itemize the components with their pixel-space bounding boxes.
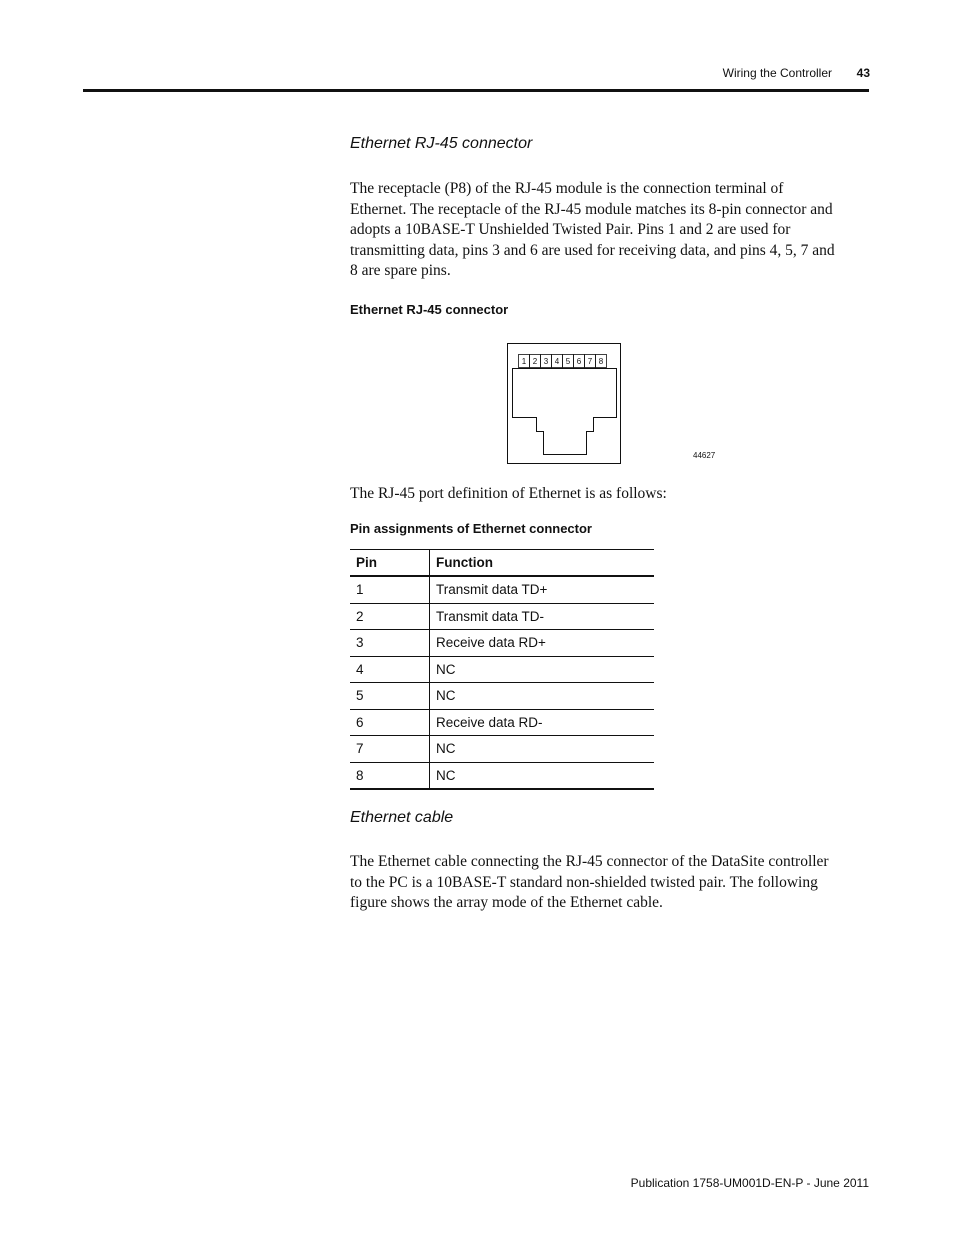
paragraph-line: Ethernet. The receptacle of the RJ-45 module matches its 8-pin connector and [350, 200, 833, 218]
pin-assignment-table [350, 549, 654, 790]
pin-cell: 5 [350, 683, 430, 710]
table-row [350, 709, 654, 736]
pin-cell: 1 [350, 576, 430, 603]
function-cell: Receive data RD- [430, 709, 655, 736]
rj45-connector-diagram [507, 343, 621, 464]
function-cell: Transmit data TD- [430, 603, 655, 630]
table-header-row [350, 550, 654, 577]
running-header-title: Wiring the Controller [722, 66, 832, 80]
function-cell: NC [430, 683, 655, 710]
pin-number-label: 3 [543, 357, 549, 366]
column-header-pin: Pin [350, 550, 430, 577]
pin-number-label: 8 [598, 357, 604, 366]
page-number: 43 [856, 66, 870, 80]
paragraph-line: 8 are spare pins. [350, 262, 451, 279]
pin-cell: 6 [350, 709, 430, 736]
pin-cell: 4 [350, 656, 430, 683]
paragraph-line: transmitting data, pins 3 and 6 are used for receiving data, and pins 4, 5, 7 and [350, 241, 835, 259]
figure-id: 44627 [693, 451, 716, 460]
pin-cell: 8 [350, 762, 430, 789]
function-cell: NC [430, 736, 655, 763]
pin-cell: 7 [350, 736, 430, 763]
table-row [350, 762, 654, 789]
rj45-paragraph [350, 179, 870, 282]
paragraph-line: to the PC is a 10BASE-T standard non-shielded twisted pair. The following [350, 873, 818, 891]
table-row [350, 630, 654, 657]
paragraph-line: adopts a 10BASE-T Unshielded Twisted Pair. Pins 1 and 2 are used for [350, 221, 791, 238]
pin-number-label: 1 [521, 357, 527, 366]
pin-cell: 2 [350, 603, 430, 630]
table-row [350, 736, 654, 763]
paragraph-line: figure shows the array mode of the Ethernet cable. [350, 894, 663, 911]
table-row [350, 683, 654, 710]
function-cell: NC [430, 762, 655, 789]
pin-number-label: 7 [587, 357, 593, 366]
pin-number-label: 6 [576, 357, 582, 366]
header-rule [83, 89, 869, 92]
table-row [350, 656, 654, 683]
figure-caption: Ethernet RJ-45 connector [350, 302, 509, 317]
pin-number-label: 5 [565, 357, 571, 366]
ethernet-cable-paragraph [350, 852, 870, 914]
function-cell: Transmit data TD+ [430, 576, 655, 603]
table-caption: Pin assignments of Ethernet connector [350, 521, 592, 536]
pin-number-label: 4 [554, 357, 560, 366]
function-cell: NC [430, 656, 655, 683]
section-heading-ethernet-cable: Ethernet cable [350, 809, 454, 826]
table-row [350, 603, 654, 630]
table-row [350, 576, 654, 603]
column-header-function: Function [430, 550, 655, 577]
connector-socket-outline [513, 369, 617, 455]
publication-footer: Publication 1758-UM001D-EN-P - June 2011 [630, 1176, 869, 1190]
pin-number-label: 2 [532, 357, 538, 366]
paragraph-line: The Ethernet cable connecting the RJ-45 connector of the DataSite controller [350, 853, 829, 870]
port-definition-intro: The RJ-45 port definition of Ethernet is as follows: [350, 485, 667, 502]
section-heading-rj45: Ethernet RJ-45 connector [350, 135, 533, 152]
paragraph-line: The receptacle (P8) of the RJ-45 module is the connection terminal of [350, 180, 784, 197]
pin-cell: 3 [350, 630, 430, 657]
function-cell: Receive data RD+ [430, 630, 655, 657]
